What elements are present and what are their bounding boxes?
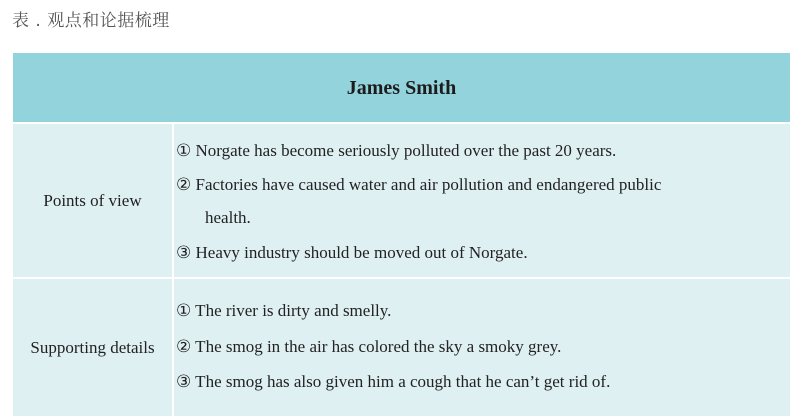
table-header (13, 53, 790, 122)
list-item: ③ The smog has also given him a cough that he can’t get rid of. (176, 372, 611, 391)
row-label-text: Supporting details (30, 337, 155, 357)
row-label-text: Points of view (43, 190, 142, 210)
table-caption: 表 . 观点和论据梳理 (12, 11, 170, 31)
list-item-continuation: health. (205, 208, 251, 227)
row-content-supporting-details (174, 279, 790, 416)
list-item: ② The smog in the air has colored the sky a smoky grey. (176, 337, 562, 356)
row-label-points-of-view (13, 124, 172, 277)
list-item: ① The river is dirty and smelly. (176, 301, 392, 320)
list-item: ③ Heavy industry should be moved out of Norgate. (176, 243, 528, 262)
list-item: ② Factories have caused water and air pollution and endangered public (176, 175, 662, 194)
row-content-points-of-view (174, 124, 790, 277)
opinion-table (13, 53, 790, 416)
header-title: James Smith (346, 77, 457, 99)
row-label-supporting-details (13, 279, 172, 416)
list-item: ① Norgate has become seriously polluted over the past 20 years. (176, 141, 617, 160)
